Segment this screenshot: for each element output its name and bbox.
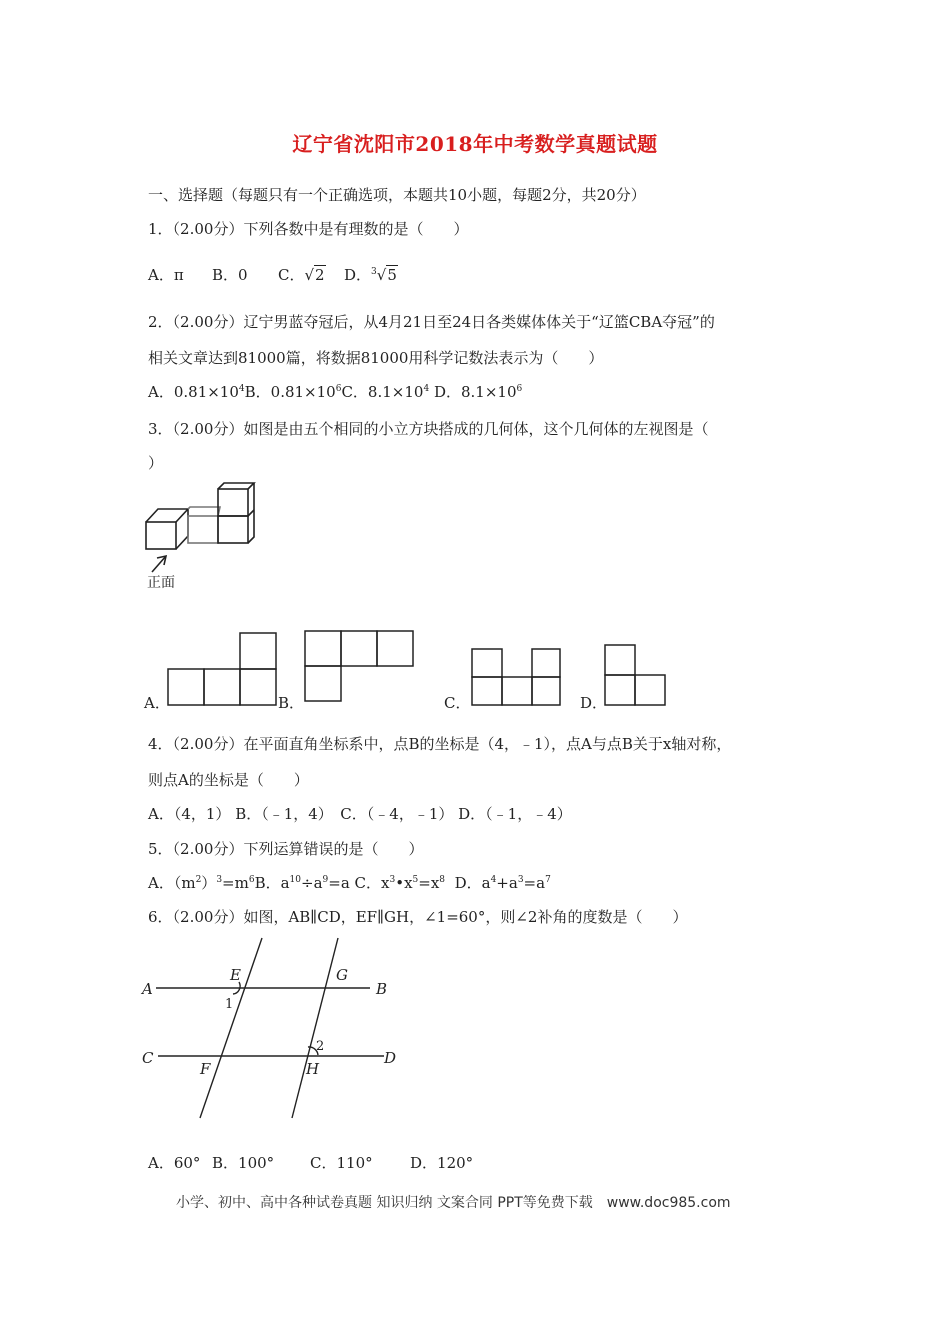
q3-option-d-label: D． [580, 694, 608, 712]
q1-option-a: A．π [148, 266, 184, 284]
q5-b-2: ÷a [301, 874, 323, 892]
q5-d-e2: 3 [517, 875, 524, 885]
q2-option-b: B．0.81×10 [244, 383, 336, 401]
q2-option-c-exp: 4 [423, 384, 430, 394]
q4-options: A．（4，1） B．（﹣1，4） C．（﹣4，﹣1） D．（﹣1，﹣4） [148, 805, 572, 823]
point-a-label: A [142, 980, 153, 998]
q5-a-3: =m [222, 874, 249, 892]
sqrt-symbol: √ [304, 266, 315, 284]
q5-b-3: =a [328, 874, 350, 892]
cube-root-index: 3 [371, 267, 377, 277]
q5-d-e1: 4 [490, 875, 497, 885]
point-d-label: D [384, 1049, 397, 1067]
q5-d-2: +a [496, 874, 518, 892]
point-e-label: E [230, 966, 241, 984]
parallel-lines-figure [138, 932, 413, 1122]
angle-1-label: 1 [225, 997, 234, 1012]
point-f-label: F [200, 1060, 211, 1078]
section-header: 一、选择题（每题只有一个正确选项，本题共10小题，每题2分，共20分） [148, 186, 646, 204]
q5-a-e2: 3 [216, 875, 223, 885]
cube-root-symbol: √ [376, 266, 387, 284]
q5-d-e3: 7 [545, 875, 551, 885]
q2-option-d-exp: 6 [516, 384, 523, 394]
point-g-label: G [336, 966, 348, 984]
q3-option-b-figure [304, 630, 416, 704]
point-b-label: B [376, 980, 388, 998]
q1-option-c-radicand: 2 [315, 266, 325, 284]
question-4-line-1: 4．（2.00分）在平面直角坐标系中，点B的坐标是（4，﹣1），点A与点B关于x轴对称， [148, 735, 732, 753]
q1-option-d-label: D． [344, 266, 372, 284]
q2-options [148, 381, 522, 402]
question-5-stem: 5．（2.00分）下列运算错误的是（ ） [148, 840, 424, 858]
line-gh [292, 938, 338, 1118]
q1-option-d [344, 264, 398, 285]
q5-c-e2: 5 [412, 875, 419, 885]
footer-text: 小学、初中、高中各种试卷真题 知识归纳 文案合同 PPT等免费下载 www.doc985.com [176, 1195, 731, 1211]
question-2-line-1: 2．（2.00分）辽宁男蓝夺冠后，从4月21日至24日各类媒体体关于“辽篮CBA夺冠”的 [148, 313, 715, 331]
question-6-stem: 6．（2.00分）如图，AB∥CD，EF∥GH，∠1=60°，则∠2补角的度数是（ ） [148, 908, 688, 926]
q6-option-b: B．100° [212, 1154, 275, 1172]
q2-option-d: D．8.1×10 [433, 383, 517, 401]
q5-a-e3: 6 [248, 875, 255, 885]
point-h-label: H [306, 1060, 320, 1078]
question-1-stem: 1．（2.00分）下列各数中是有理数的是（ ） [148, 220, 469, 238]
q3-option-c-label: C． [444, 694, 471, 712]
question-4-line-2: 则点A的坐标是（ ） [148, 771, 309, 789]
q6-option-d: D．120° [410, 1154, 474, 1172]
q5-a-2: ） [201, 874, 217, 892]
q3-option-c-figure [471, 648, 563, 708]
q5-c-1: C．x [354, 874, 390, 892]
q2-option-c: C．8.1×10 [341, 383, 424, 401]
question-3-line-1: 3．（2.00分）如图是由五个相同的小立方块搭成的几何体，这个几何体的左视图是（ [148, 420, 709, 438]
question-3-line-2: ） [148, 454, 164, 472]
q2-option-a-exp: 4 [238, 384, 245, 394]
q1-option-c [278, 264, 326, 285]
point-c-label: C [142, 1049, 154, 1067]
q6-option-c: C．110° [310, 1154, 373, 1172]
q5-c-e3: 8 [439, 875, 446, 885]
q5-a-e1: 2 [195, 875, 202, 885]
q3-option-a-label: A． [144, 694, 170, 712]
q3-option-b-label: B． [278, 694, 305, 712]
q1-option-c-label: C． [278, 266, 305, 284]
q1-option-b: B．0 [212, 266, 248, 284]
line-ef [200, 938, 262, 1118]
q6-option-a: A．60° [148, 1154, 201, 1172]
question-2-line-2: 相关文章达到81000篇，将数据81000用科学记数法表示为（ ） [148, 349, 604, 367]
q5-c-e1: 3 [389, 875, 396, 885]
q5-options [148, 872, 551, 893]
q5-d-1: D．a [454, 874, 491, 892]
q1-option-d-radicand: 5 [387, 266, 397, 284]
front-label: 正面 [147, 575, 175, 591]
page-title: 辽宁省沈阳市2018年中考数学真题试题 [292, 132, 658, 156]
q5-c-3: =x [418, 874, 440, 892]
q5-d-3: =a [523, 874, 546, 892]
q3-option-a-figure [167, 632, 279, 708]
q5-b-1: B．a [254, 874, 290, 892]
q5-b-e2: 9 [322, 875, 329, 885]
angle-2-label: 2 [316, 1039, 325, 1054]
q2-option-b-exp: 6 [335, 384, 342, 394]
q2-option-a: A．0.81×10 [148, 383, 239, 401]
q3-option-d-figure [604, 644, 668, 708]
q5-a-1: A．（m [148, 874, 196, 892]
q5-b-e1: 10 [289, 875, 301, 885]
q5-c-2: •x [395, 874, 413, 892]
